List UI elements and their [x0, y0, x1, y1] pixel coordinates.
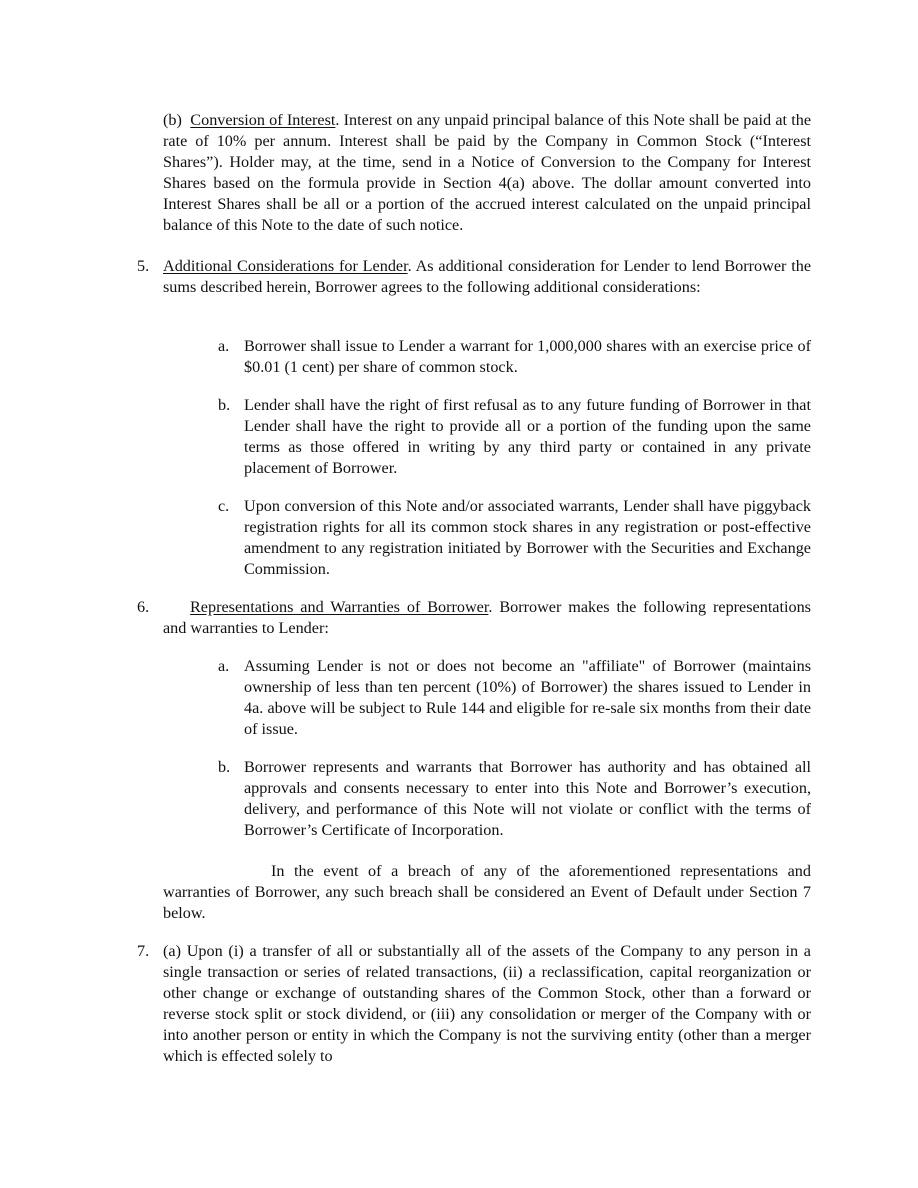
section-5a-text: Borrower shall issue to Lender a warrant for 1,000,000 shares with an exercise price of $0.01 (1 cent) per share of common stock. [244, 337, 811, 376]
section-4b-lead: (b) [163, 111, 182, 129]
section-6b-text: Borrower represents and warrants that Borrower has authority and has obtained all approvals and consents necessary to enter into this Note and Borrower’s execution, delivery, and performance of this Note will not violate or conflict with the terms of Borrower’s Certificate of Incorporation. [244, 758, 811, 839]
section-4b-heading: Conversion of Interest [190, 111, 336, 129]
section-5-body: . As additional consideration for Lender to lend Borrower the sums described herein, Borrower agrees to the following additional considerations: [163, 257, 811, 296]
section-6a-text: Assuming Lender is not or does not become an "affiliate" of Borrower (maintains ownership of less than ten percent (10%) of Borrower) the shares issued to Lender in 4a. above will be subject to Rule 144 and eligible for re-sale six months from their date of issue. [244, 657, 811, 738]
section-6-text [163, 597, 811, 639]
section-6-body: . Borrower makes the following representations and warranties to Lender: [163, 598, 811, 637]
section-6-paragraph [163, 597, 811, 639]
section-7-paragraph: (a) Upon (i) a transfer of all or substantially all of the assets of the Company to any person in a single transaction or series of related transactions, (ii) a reclassification, capital reorganization or other change or exchange of outstanding shares of the Common Stock, other than a forward or reverse stock split or stock dividend, or (iii) any consolidation or merger of the Company with or into another person or entity in which the Company is not the surviving entity (other than a merger which is effected solely to [163, 942, 811, 1065]
section-5a-letter: a. [218, 337, 230, 355]
section-5b-letter: b. [218, 396, 231, 414]
section-5-paragraph [163, 256, 811, 298]
section-5b-text: Lender shall have the right of first refusal as to any future funding of Borrower in that Lender shall have the right to provide all or a portion of the funding upon the same terms as those offered in writing by any third party or contained in any private placement of Borrower. [244, 396, 811, 477]
section-6-number: 6. [137, 598, 150, 616]
section-6a-letter: a. [218, 657, 230, 675]
section-5c-letter: c. [218, 497, 230, 515]
section-6-closing-paragraph: In the event of a breach of any of the aforementioned representations and warranties of Borrower, any such breach shall be considered an Event of Default under Section 7 below. [163, 862, 811, 922]
section-5-number: 5. [137, 257, 150, 275]
section-4b-text [163, 110, 811, 235]
section-6b-letter: b. [218, 758, 231, 776]
section-5c-text: Upon conversion of this Note and/or associated warrants, Lender shall have piggyback registration rights for all its common stock shares in any registration or post-effective amendment to any registration initiated by Borrower with the Securities and Exchange Commission. [244, 497, 811, 578]
section-5-heading: Additional Considerations for Lender [163, 257, 408, 275]
section-4b-body: . Interest on any unpaid principal balance of this Note shall be paid at the rate of 10% per annum. Interest shall be paid by the Company in Common Stock (“Interest Shares”). Holder may, at the time, send in a Notice of Conversion to the Company for Interest Shares based on the formula provide in Section 4(a) above. The dollar amount converted into Interest Shares shall be all or a portion of the accrued interest calculated on the unpaid principal balance of this Note to the date of such notice. [163, 111, 811, 234]
section-6-heading: Representations and Warranties of Borrower [190, 598, 489, 616]
section-7-number: 7. [137, 942, 150, 960]
section-4b-paragraph [163, 110, 811, 235]
section-5-text [163, 256, 811, 298]
